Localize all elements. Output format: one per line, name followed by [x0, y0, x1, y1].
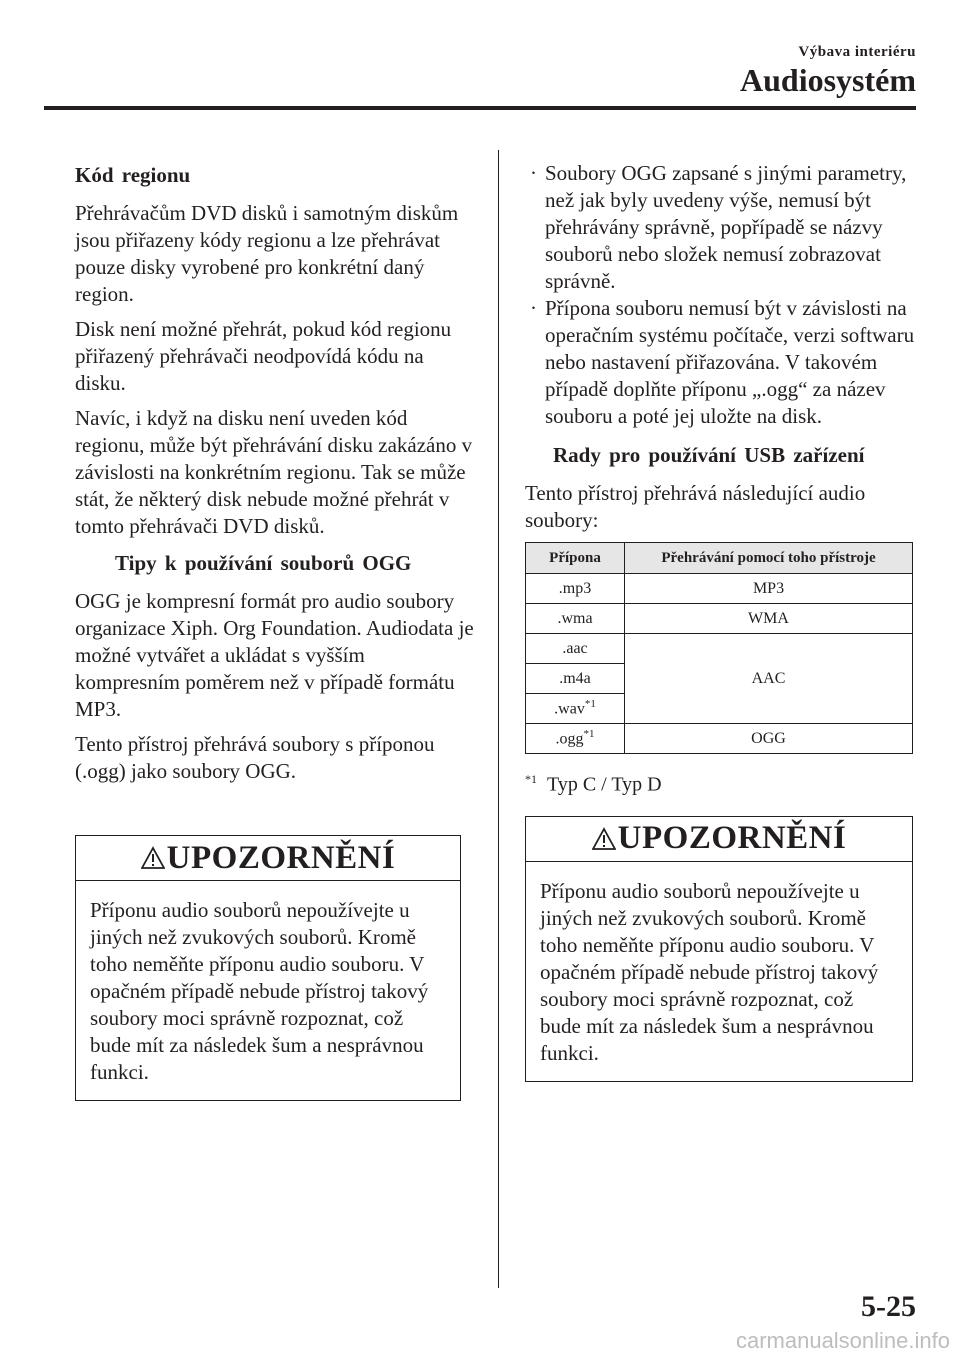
header-rule — [44, 106, 916, 110]
list-item: · Přípona souboru nemusí být v závislosti na operačním systému počítače, verzi softwaru nebo nastavení přiřazována. V takovém případě doplňte příponu „.ogg“ za název souboru a poté jej uložte na disk. — [530, 296, 915, 428]
caution-title: UPOZORNĚNÍ — [166, 839, 396, 876]
caution-box — [75, 835, 461, 1101]
warning-icon — [141, 846, 165, 870]
table-header-cell: Přehrávání pomocí toho přístroje — [625, 543, 913, 574]
table-row — [526, 574, 913, 604]
ogg-heading: Tipy k používání souborů OGG — [115, 551, 412, 575]
table-cell: .mp3 — [526, 574, 625, 604]
region-paragraph: Přehrávačům DVD disků i samotným diskům jsou přiřazeny kódy regionu a lze přehrávat pouze disky vyrobené pro konkrétní daný region. — [75, 201, 459, 306]
watermark: carmanualsonline.info — [735, 1328, 950, 1353]
page-number: 5-25 — [861, 1290, 916, 1323]
list-item: · Soubory OGG zapsané s jinými parametry, než jak byly uvedeny výše, nemusí být přehrávány správně, popřípadě se názvy souborů nebo složek nemusí zobrazovat správně. — [530, 161, 907, 293]
ogg-paragraph: Tento přístroj přehrává soubory s příponou (.ogg) jako soubory OGG. — [75, 732, 435, 783]
right-column — [525, 160, 925, 1082]
region-heading: Kód regionu — [75, 163, 191, 187]
table-cell: OGG — [625, 724, 913, 754]
caution-text: Příponu audio souborů nepoužívejte u jiných než zvukových souborů. Kromě toho neměňte příponu audio souboru. V opačném případě nebude přístroj takový soubory moci správně rozpoznat, což bude mít za následek šum a nesprávnou funkci. — [540, 878, 879, 1065]
notes-list — [525, 160, 925, 430]
caution-header — [526, 817, 912, 862]
table-cell: .wma — [526, 604, 625, 634]
table-header-row — [526, 543, 913, 574]
left-column — [75, 160, 475, 1101]
usb-heading: Rady pro používání USB zařízení — [553, 443, 865, 467]
table-cell: WMA — [625, 604, 913, 634]
table-cell: .wav$^{*1}$ — [526, 694, 625, 724]
table-cell: MP3 — [625, 574, 913, 604]
table-row — [526, 724, 913, 754]
footnote: $^{*1}$ Typ C / Typ D — [525, 772, 662, 796]
caution-header — [76, 836, 460, 881]
table-row — [526, 634, 913, 664]
format-table — [525, 542, 913, 754]
section-label: Výbava interiéru — [798, 44, 916, 60]
table-header-cell: Přípona — [526, 543, 625, 574]
column-divider — [498, 150, 499, 1288]
region-paragraph: Disk není možné přehrát, pokud kód regionu přiřazený přehrávači neodpovídá kódu na disku. — [75, 317, 452, 395]
table-cell: .ogg$^{*1}$ — [526, 724, 625, 754]
table-cell: AAC — [625, 634, 913, 724]
page-title: Audiosystém — [739, 62, 916, 98]
caution-title: UPOZORNĚNÍ — [617, 820, 847, 857]
warning-icon — [592, 827, 616, 851]
table-cell: .m4a — [526, 664, 625, 694]
table-cell: .aac — [526, 634, 625, 664]
table-row — [526, 604, 913, 634]
usb-intro: Tento přístroj přehrává následující audio soubory: — [525, 481, 866, 532]
ogg-paragraph: OGG je kompresní formát pro audio soubory organizace Xiph. Org Foundation. Audiodata je možné vytvářet a ukládat s vyšším kompresním poměrem než v případě formátu MP3. — [75, 589, 474, 721]
region-paragraph: Navíc, i když na disku není uveden kód regionu, může být přehrávání disku zakázáno v závislosti na konkrétním regionu. Tak se může stát, že některý disk nebude možné přehrát v tomto přehrávači DVD disků. — [75, 406, 473, 538]
caution-text: Příponu audio souborů nepoužívejte u jiných než zvukových souborů. Kromě toho neměňte příponu audio souboru. V opačném případě nebude přístroj takový soubory moci správně rozpoznat, což bude mít za následek šum a nesprávnou funkci. — [90, 898, 429, 1084]
caution-box — [525, 816, 913, 1082]
